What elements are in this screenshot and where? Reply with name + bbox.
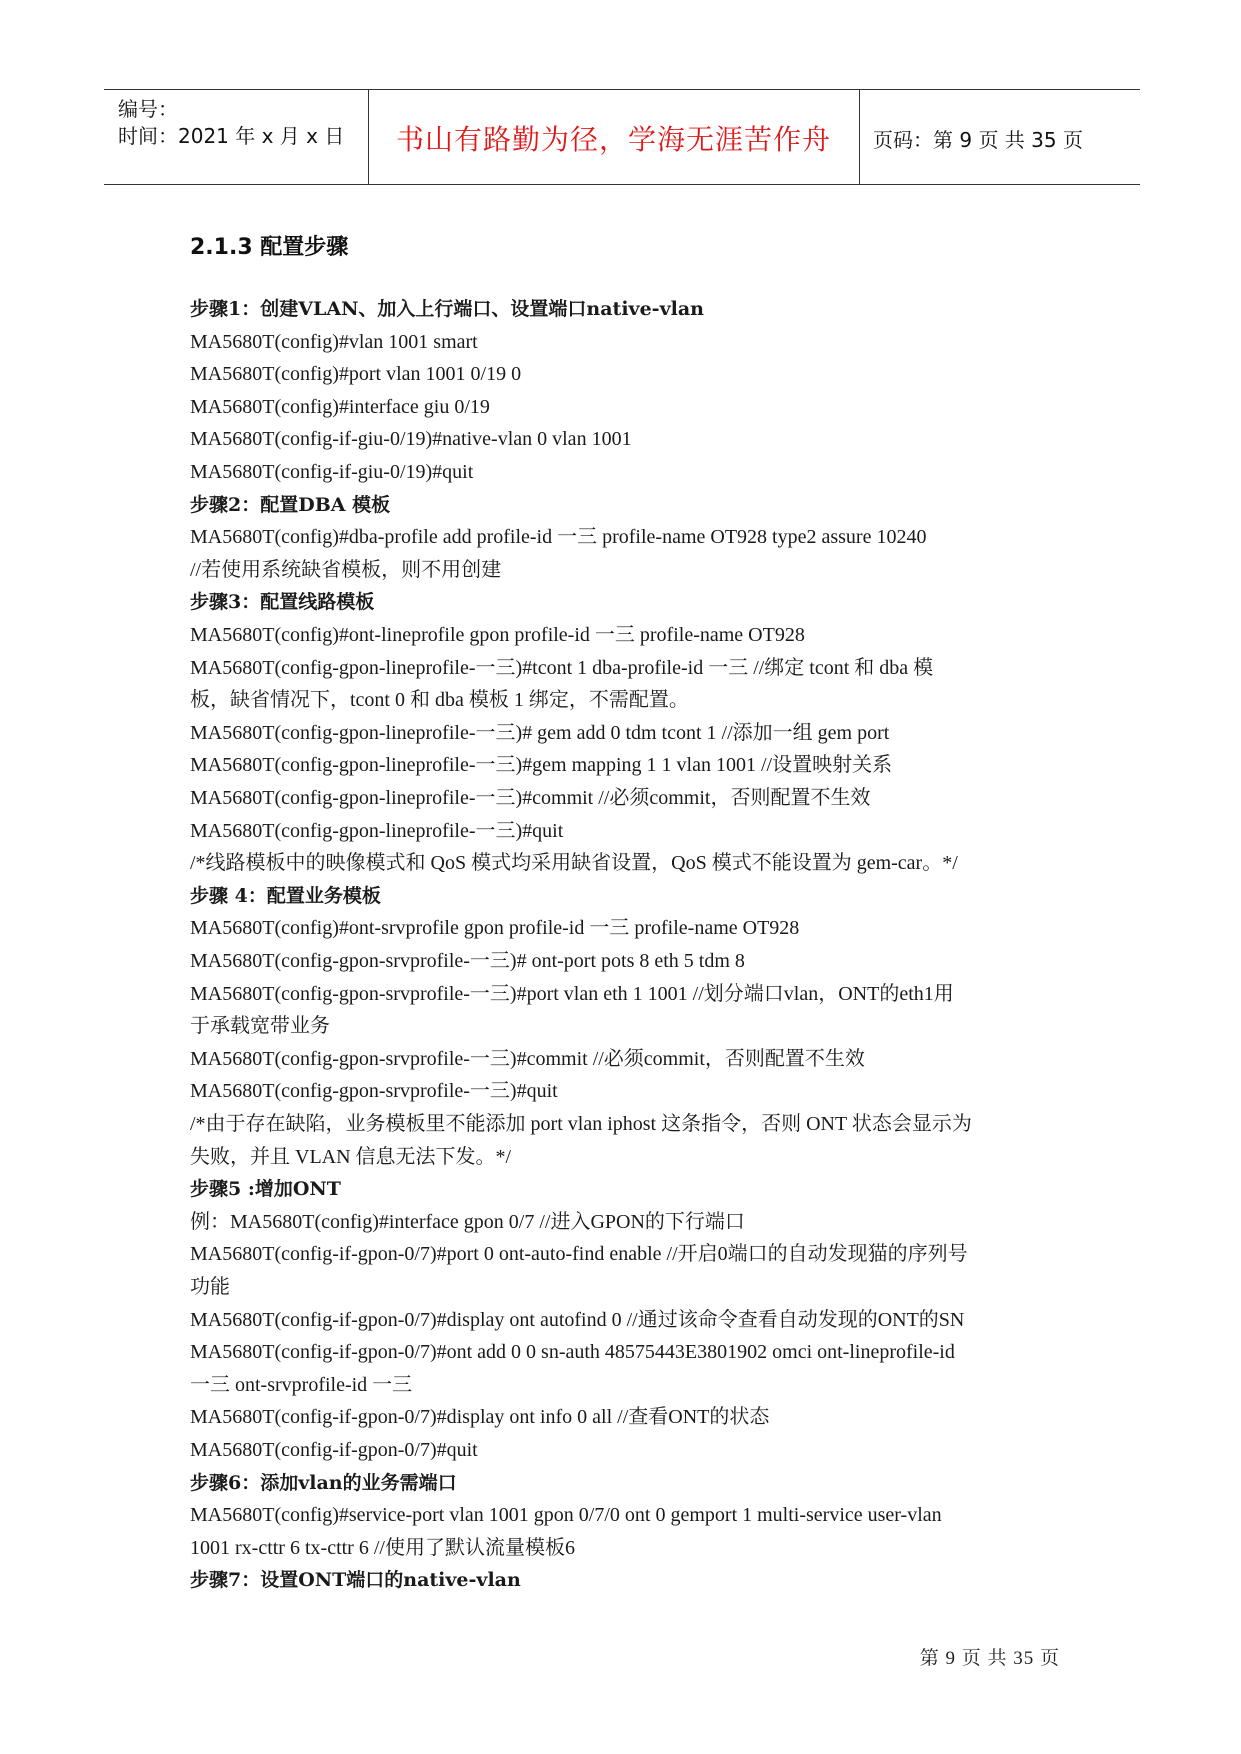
body-line: 于承载宽带业务 [190,1015,330,1038]
body-line: MA5680T(config-if-gpon-0/7)#display ont info 0 all //查看ONT的状态 [190,1406,770,1429]
doc-code-label: 编号： [118,97,178,121]
body-line: MA5680T(config)#ont-lineprofile gpon profile-id 一三 profile-name OT928 [190,624,805,646]
step-heading: 步骤 4：配置业务模板 [190,884,381,907]
body-line: MA5680T(config)#port vlan 1001 0/19 0 [190,363,522,386]
step-heading: 步骤5 :增加ONT [190,1178,341,1201]
body-line: MA5680T(config-gpon-lineprofile-一三)#commit //必须commit，否则配置不生效 [190,787,871,809]
header-page-cell [859,90,1140,184]
section-title: 2.1.3 配置步骤 [190,235,349,260]
step-heading: 步骤3：配置线路模板 [190,591,375,614]
body-line: 功能 [190,1276,230,1298]
body-line: /*线路模板中的映像模式和 QoS 模式均采用缺省设置，QoS 模式不能设置为 gem-car。*/ [190,852,958,875]
header-motto-cell [368,90,860,184]
body-line: MA5680T(config-if-giu-0/19)#quit [190,461,474,483]
body-line: MA5680T(config)#interface giu 0/19 [190,395,490,418]
step-heading: 步骤7：设置ONT端口的native-vlan [190,1569,521,1592]
body-line: MA5680T(config-gpon-lineprofile-一三)#quit [190,819,564,842]
body-line: 例：MA5680T(config)#interface gpon 0/7 //进入GPON的下行端口 [190,1210,745,1233]
body-line: 失败，并且 VLAN 信息无法下发。*/ [190,1145,512,1168]
body-line: MA5680T(config)#dba-profile add profile-id 一三 profile-name OT928 type2 assure 10240 [190,526,927,549]
body-line: MA5680T(config-if-gpon-0/7)#port 0 ont-auto-find enable //开启0端口的自动发现猫的序列号 [190,1243,968,1266]
body-line: MA5680T(config)#vlan 1001 smart [190,330,478,353]
body-line: MA5680T(config-if-giu-0/19)#native-vlan 0 vlan 1001 [190,428,632,451]
body-line: MA5680T(config)#ont-srvprofile gpon profile-id 一三 profile-name OT928 [190,917,800,940]
body-line: 板，缺省情况下，tcont 0 和 dba 模板 1 绑定，不需配置。 [190,689,689,712]
body-line: MA5680T(config-if-gpon-0/7)#display ont autofind 0 //通过该命令查看自动发现的ONT的SN [190,1308,965,1331]
step-heading: 步骤2：配置DBA 模板 [190,493,391,516]
body-line: //若使用系统缺省模板，则不用创建 [190,558,502,581]
body-line: MA5680T(config-gpon-srvprofile-一三)# ont-port pots 8 eth 5 tdm 8 [190,950,745,972]
body-line: MA5680T(config-gpon-lineprofile-一三)#gem mapping 1 1 vlan 1001 //设置映射关系 [190,754,893,777]
page-footer: 第 9 页 共 35 页 [919,1648,1060,1669]
body-line: MA5680T(config-gpon-lineprofile-一三)#tcont 1 dba-profile-id 一三 //绑定 tcont 和 dba 模 [190,656,934,679]
body-line: MA5680T(config-gpon-srvprofile-一三)#port vlan eth 1 1001 //划分端口vlan，ONT的eth1用 [190,982,954,1005]
body-line: MA5680T(config-gpon-srvprofile-一三)#commit //必须commit，否则配置不生效 [190,1047,865,1070]
body-line: /*由于存在缺陷，业务模板里不能添加 port vlan iphost 这条指令，否则 ONT 状态会显示为 [190,1113,972,1135]
header-info-cell [104,90,369,184]
body-line: MA5680T(config-if-gpon-0/7)#quit [190,1439,478,1461]
motto: 书山有路勤为径，学海无涯苦作舟 [395,123,831,156]
body-line: 1001 rx-cttr 6 tx-cttr 6 //使用了默认流量模板6 [190,1536,575,1559]
body-line: MA5680T(config-gpon-srvprofile-一三)#quit [190,1080,558,1103]
body-line: MA5680T(config-gpon-lineprofile-一三)# gem add 0 tdm tcont 1 //添加一组 gem port [190,721,890,744]
body-line: MA5680T(config)#service-port vlan 1001 gpon 0/7/0 ont 0 gemport 1 multi-service user-vlan [190,1504,942,1527]
page-header [104,89,1140,185]
doc-time: 时间：2021 年 x 月 x 日 [118,124,345,148]
body-line: MA5680T(config-if-gpon-0/7)#ont add 0 0 sn-auth 48575443E3801902 omci ont-lineprofile-id [190,1341,955,1364]
step-heading: 步骤1：创建VLAN、加入上行端口、设置端口native-vlan [190,298,704,320]
header-page-number: 页码：第 9 页 共 35 页 [873,128,1083,152]
step-heading: 步骤6：添加vlan的业务需端口 [190,1471,457,1494]
body-line: 一三 ont-srvprofile-id 一三 [190,1373,413,1396]
